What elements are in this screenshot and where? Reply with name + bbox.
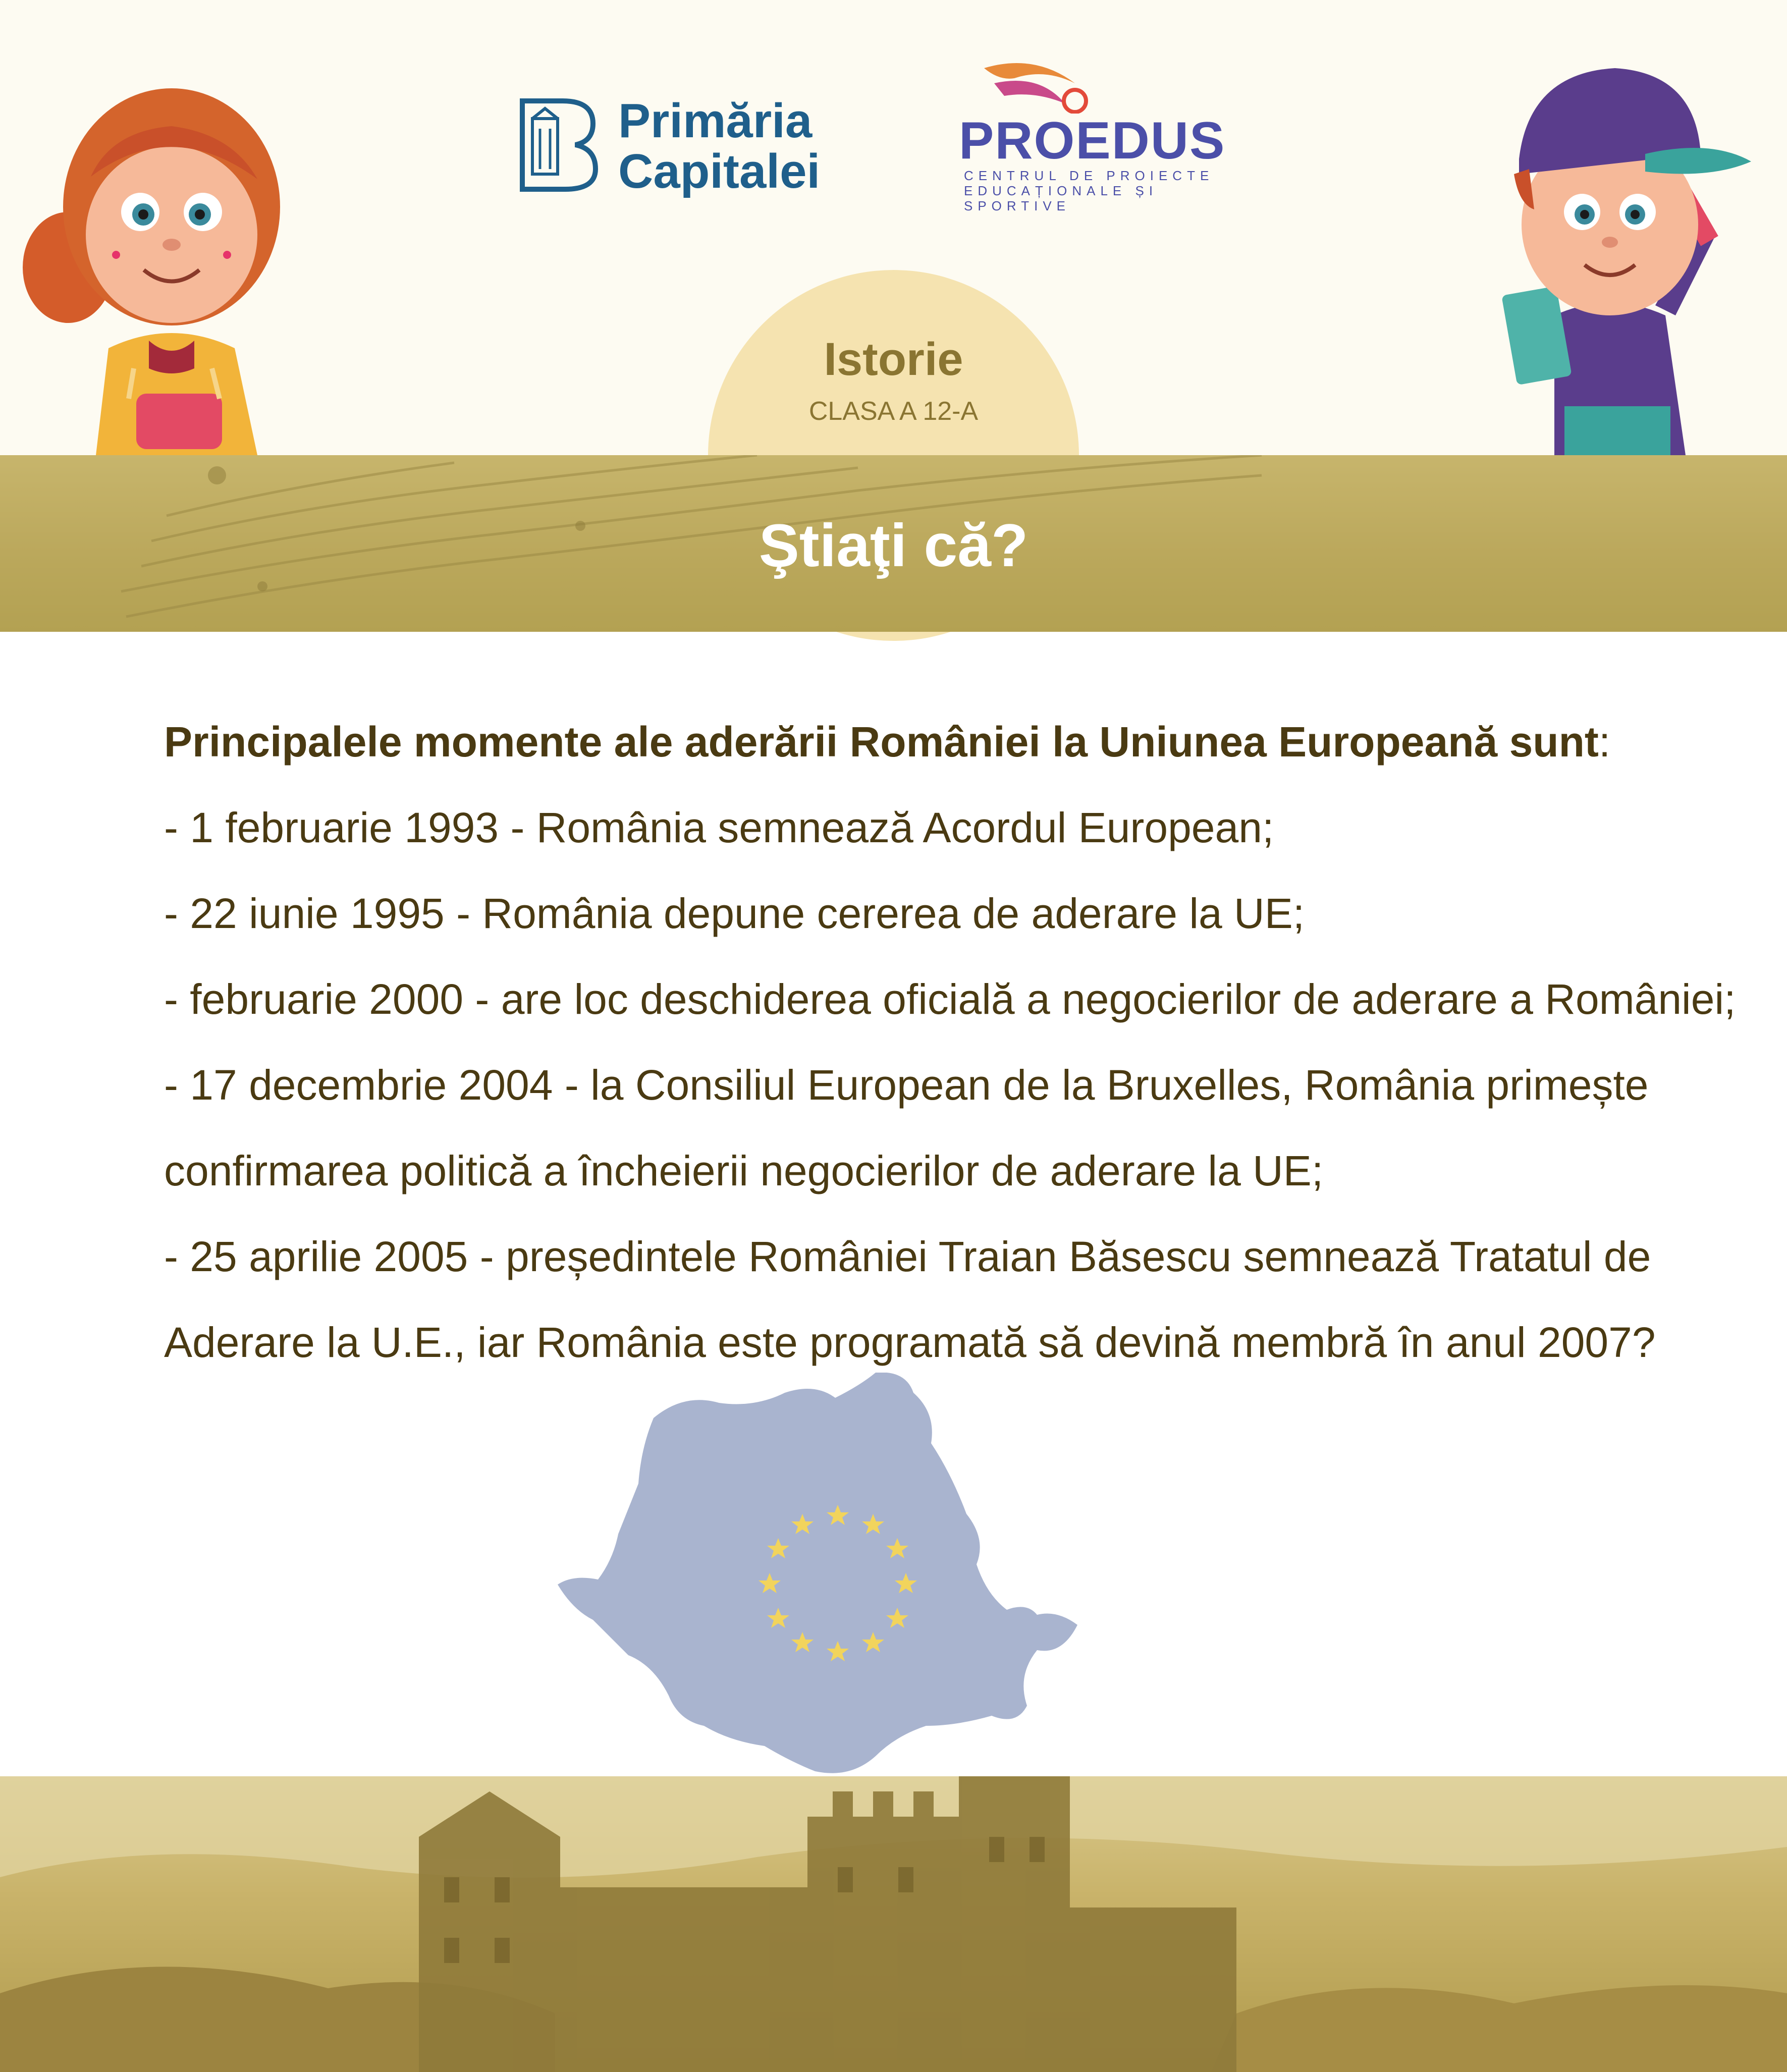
- primaria-b-emblem-icon: [517, 98, 598, 192]
- list-item-continuation: Aderare la U.E., iar România este programată să devină membră în anul 2007?: [164, 1319, 1656, 1366]
- banner-title: Ştiaţi că?: [759, 512, 1028, 579]
- list-item: - 25 aprilie 2005 - președintele României Traian Băsescu semnează Tratatul de: [164, 1233, 1651, 1280]
- proedus-tagline-line2: EDUCAȚIONALE ȘI SPORTIVE: [964, 183, 1158, 213]
- castle-landscape-illustration: [0, 1776, 1787, 2072]
- intro-text: Principalele momente ale aderării României la Uniunea Europeană sunt: [164, 718, 1599, 766]
- proedus-brand: PROEDUS: [959, 112, 1226, 170]
- intro-line: [164, 699, 1754, 785]
- list-item: - 1 februarie 1993 - România semnează Acordul European;: [164, 804, 1274, 851]
- main-content: [164, 699, 1754, 1385]
- primaria-logo-line2: Capitalei: [618, 144, 821, 198]
- grade-label: CLASA A 12-A: [808, 397, 979, 426]
- primaria-logo-line1: Primăria: [618, 94, 813, 148]
- list-item-continuation: confirmarea politică a încheierii negocierilor de aderare la UE;: [164, 1147, 1324, 1194]
- footer-landscape: [0, 1776, 1787, 2072]
- list-item: - 17 decembrie 2004 - la Consiliul European de la Bruxelles, România primește: [164, 1061, 1649, 1109]
- romania-map-illustration: [553, 1373, 1085, 1779]
- proedus-tagline: [964, 168, 1252, 213]
- primaria-logo-text: [618, 96, 820, 197]
- boy-character-illustration: [1479, 53, 1766, 455]
- primaria-capitalei-logo: [517, 96, 850, 197]
- proedus-logo: [959, 53, 1252, 213]
- intro-colon: :: [1598, 718, 1611, 766]
- girl-character-illustration: [20, 45, 323, 455]
- subject-title: Istorie: [824, 334, 963, 385]
- list-item: - 22 iunie 1995 - România depune cererea de aderare la UE;: [164, 890, 1305, 937]
- proedus-flame-icon: [974, 53, 1105, 114]
- romania-map-shape: [558, 1373, 1077, 1773]
- list-item: - februarie 2000 - are loc deschiderea oficială a negocierilor de aderare a României;: [164, 975, 1736, 1023]
- proedus-tagline-line1: CENTRUL DE PROIECTE: [964, 168, 1214, 183]
